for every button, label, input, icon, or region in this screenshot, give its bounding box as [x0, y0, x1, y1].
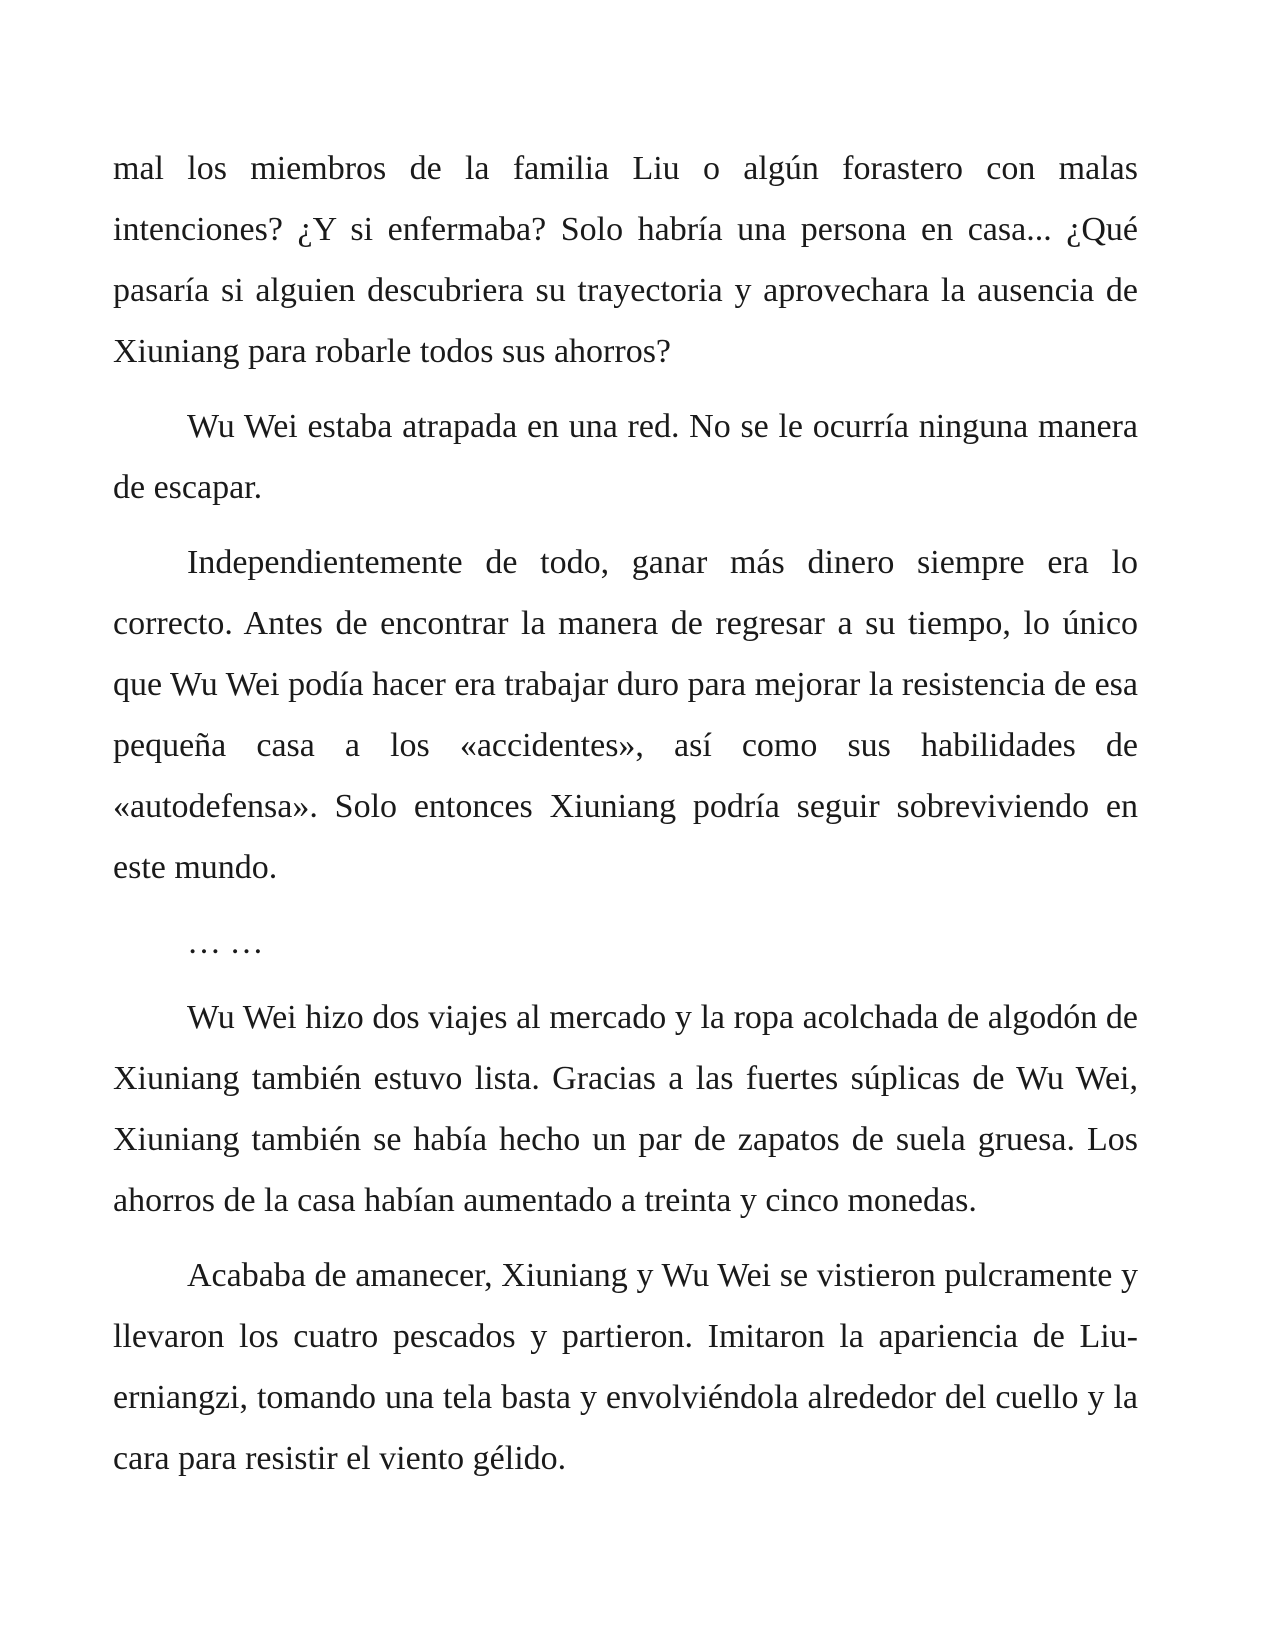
document-page: [113, 138, 1138, 1503]
paragraph-2: Wu Wei estaba atrapada en una red. No se le ocurría ninguna manera de escapar.: [113, 408, 1138, 506]
paragraph-3: Independientemente de todo, ganar más dinero siempre era lo correcto. Antes de encontrar la manera de regresar a su tiempo, lo único que Wu Wei podía hacer era trabajar duro para mejorar la resistencia de esa pequeña casa a los «accidentes», así como sus habilidades de «autodefensa». Solo entonces Xiuniang podría seguir sobreviviendo en este mundo.: [113, 544, 1138, 886]
paragraph-1: mal los miembros de la familia Liu o algún forastero con malas intenciones? ¿Y si enfermaba? Solo habría una persona en casa... ¿Qué pasaría si alguien descubriera su trayectoria y aprovechara la ausencia de Xiuniang para robarle todos sus ahorros?: [113, 150, 1138, 370]
paragraph-4: Wu Wei hizo dos viajes al mercado y la ropa acolchada de algodón de Xiuniang también estuvo lista. Gracias a las fuertes súplicas de Wu Wei, Xiuniang también se había hecho un par de zapatos de suela gruesa. Los ahorros de la casa habían aumentado a treinta y cinco monedas.: [113, 999, 1138, 1219]
paragraph-5: Acababa de amanecer, Xiuniang y Wu Wei se vistieron pulcramente y llevaron los cuatro pescados y partieron. Imitaron la apariencia de Liu-erniangzi, tomando una tela basta y envolviéndola alrededor del cuello y la cara para resistir el viento gélido.: [113, 1257, 1138, 1477]
scene-break: … …: [187, 924, 264, 961]
